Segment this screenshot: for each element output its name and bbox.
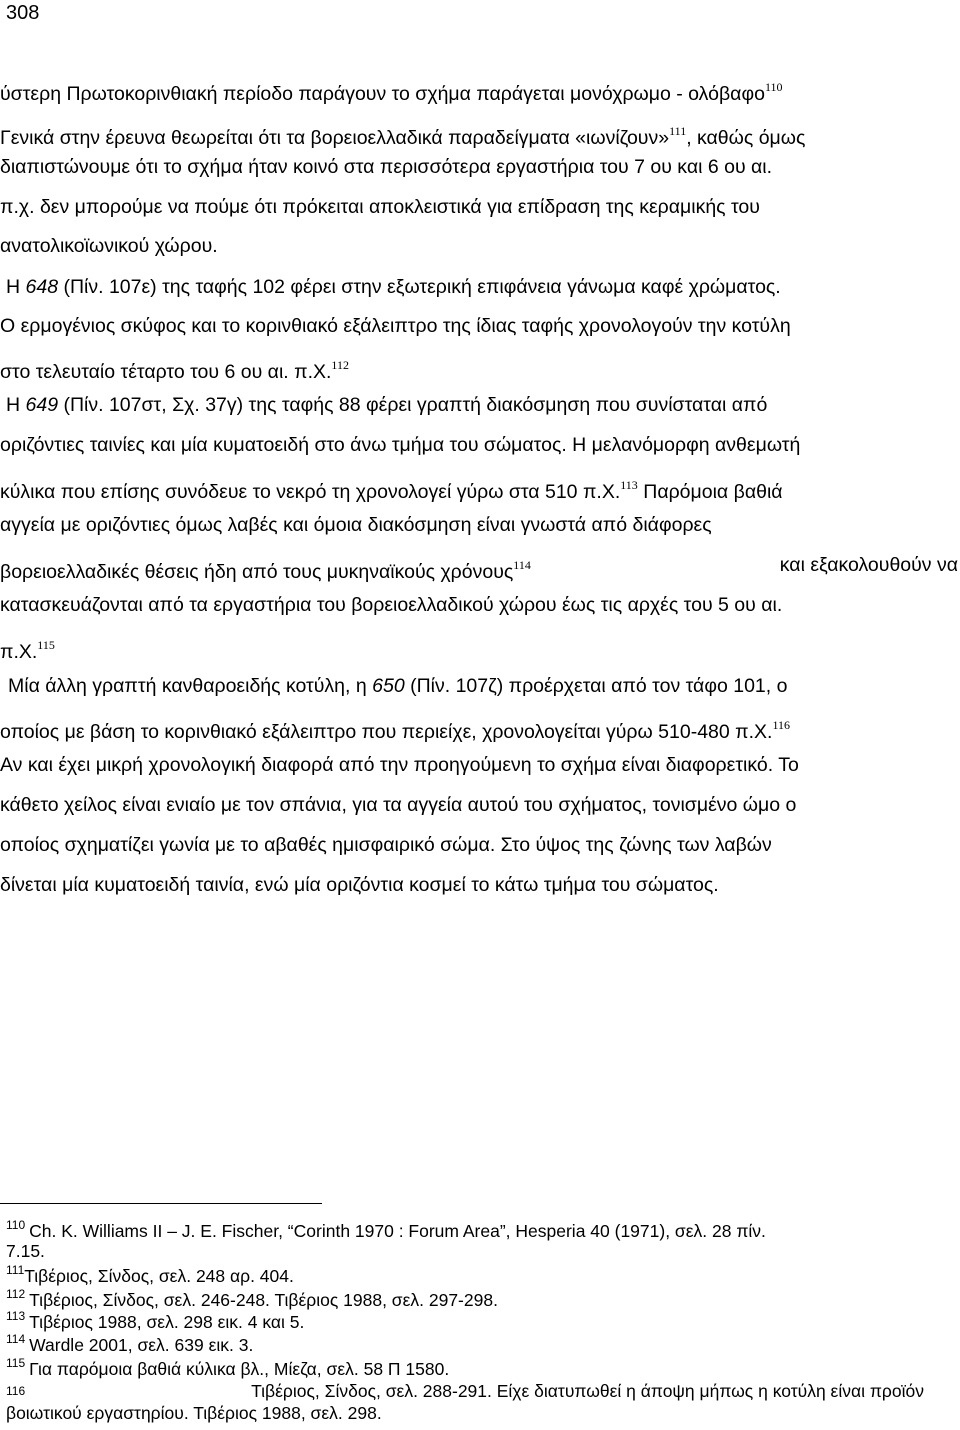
footnote-116: 116 Τιβέριος, Σίνδος, σελ. 288-291. Είχε διατυπωθεί η άποψη μήπως η κοτύλη είναι προϊόν <box>6 1381 924 1401</box>
body-line-15: π.Χ.$^{115}$ <box>0 638 55 663</box>
footnote-ref-115[interactable]: 115 <box>37 638 55 652</box>
footnote-114: $^{114}$ Wardle 2001, σελ. 639 εικ. 3. <box>6 1332 254 1355</box>
footnote-separator <box>0 1203 322 1204</box>
footnote-number: 115 <box>6 1356 26 1370</box>
catalogue-number-648: 648 <box>25 276 59 298</box>
body-line-10: οριζόντιες ταινίες και μία κυματοειδή στο άνω τμήμα του σώματος. Η μελανόμορφη ανθεμωτή <box>0 434 801 456</box>
footnote-ref-110[interactable]: 110 <box>764 80 783 94</box>
footnote-110: $^{110}$ Ch. K. Williams II – J. E. Fischer, “Corinth 1970 : Forum Area”, Hesperia 40 (1971), σελ. 28 πίν. <box>6 1218 766 1241</box>
footnote-111: $^{111}$Τιβέριος, Σίνδος, σελ. 248 αρ. 404. <box>6 1263 294 1286</box>
footnote-number: 112 <box>6 1287 26 1301</box>
body-line-12: αγγεία με οριζόντιες όμως λαβές και όμοια διακόσμηση είναι γνωστά από διάφορες <box>0 514 712 536</box>
footnote-number: 114 <box>6 1332 26 1346</box>
body-line-1: ύστερη Πρωτοκορινθιακή περίοδο παράγουν το σχήμα παράγεται μονόχρωμο - ολόβαφο$^{110}$ <box>0 80 783 105</box>
body-line-20: οποίος σχηματίζει γωνία με το αβαθές ημισφαιρικό σώμα. Στο ύψος της ζώνης των λαβών <box>0 834 772 856</box>
body-line-16: Μία άλλη γραπτή κανθαροειδής κοτύλη, η 650 (Πίν. 107ζ) προέρχεται από τον τάφο 101, ο <box>8 675 788 697</box>
body-line-3: διαπιστώνουμε ότι το σχήμα ήταν κοινό στα περισσότερα εργαστήρια του 7 ου και 6 ου αι. <box>0 156 773 178</box>
footnote-110-continued: 7.15. <box>6 1241 45 1261</box>
body-line-9: Η 649 (Πίν. 107στ, Σχ. 37γ) της ταφής 88 φέρει γραπτή διακόσμηση που συνίσταται από <box>6 394 768 416</box>
footnote-number: 116 <box>6 1384 26 1398</box>
footnote-ref-113[interactable]: 113 <box>620 478 638 492</box>
footnote-116-continued: βοιωτικού εργαστηρίου. Τιβέριος 1988, σελ. 298. <box>6 1403 382 1423</box>
body-line-14: κατασκευάζονται από τα εργαστήρια του βορειοελλαδικού χώρου έως τις αρχές του 5 ου αι. <box>0 594 783 616</box>
body-line-18: Αν και έχει μικρή χρονολογική διαφορά από την προηγούμενη το σχήμα είναι διαφορετικό. Το <box>0 754 799 776</box>
catalogue-number-650: 650 <box>372 675 405 697</box>
body-line-8: στο τελευταίο τέταρτο του 6 ου αι. π.Χ.$^{112}$ <box>0 358 349 383</box>
body-line-7: Ο ερμογένιος σκύφος και το κορινθιακό εξάλειπτρο της ίδιας ταφής χρονολογούν την κοτύλη <box>0 315 791 337</box>
body-line-13: βορειοελλαδικές θέσεις ήδη από τους μυκηναϊκούς χρόνους$^{114}$ και εξακολουθούν να <box>0 554 958 583</box>
footnote-ref-114[interactable]: 114 <box>513 558 531 572</box>
body-line-4: π.χ. δεν μπορούμε να πούμε ότι πρόκειται αποκλειστικά για επίδραση της κεραμικής του <box>0 196 760 218</box>
body-line-21: δίνεται μία κυματοειδή ταινία, ενώ μία οριζόντια κοσμεί το κάτω τμήμα του σώματος. <box>0 874 719 896</box>
footnote-113: $^{113}$ Τιβέριος 1988, σελ. 298 εικ. 4 και 5. <box>6 1309 305 1332</box>
body-line-11: κύλικα που επίσης συνόδευε το νεκρό τη χρονολογεί γύρω στα 510 π.Χ.$^{113}$ Παρόμοια βαθιά <box>0 478 783 503</box>
footnote-number: 110 <box>6 1218 26 1232</box>
page-number: 308 <box>6 2 40 24</box>
footnote-ref-112[interactable]: 112 <box>331 358 349 372</box>
body-line-5: ανατολικοϊωνικού χώρου. <box>0 235 218 257</box>
footnote-112: $^{112}$ Τιβέριος, Σίνδος, σελ. 246-248. Τιβέριος 1988, σελ. 297-298. <box>6 1287 498 1310</box>
body-line-19: κάθετο χείλος είναι ενιαίο με τον σπάνια, για τα αγγεία αυτού του σχήματος, τονισμένο ώμο ο <box>0 794 797 816</box>
body-line-17: οποίος με βάση το κορινθιακό εξάλειπτρο που περιείχε, χρονολογείται γύρω 510-480 π.Χ.$^{116}$ <box>0 718 791 743</box>
footnote-ref-111[interactable]: 111 <box>669 124 687 138</box>
footnote-115: $^{115}$ Για παρόμοια βαθιά κύλικα βλ., Μίεζα, σελ. 58 Π 1580. <box>6 1356 450 1379</box>
footnote-number: 111 <box>6 1263 25 1277</box>
body-line-2: Γενικά στην έρευνα θεωρείται ότι τα βορειοελλαδικά παραδείγματα «ιωνίζουν»$^{111}$, καθώς όμως <box>0 124 806 149</box>
body-line-6: Η 648 (Πίν. 107ε) της ταφής 102 φέρει στην εξωτερική επιφάνεια γάνωμα καφέ χρώματος. <box>6 276 781 298</box>
catalogue-number-649: 649 <box>25 394 59 416</box>
footnote-number: 113 <box>6 1309 26 1323</box>
footnote-ref-116[interactable]: 116 <box>772 718 791 732</box>
